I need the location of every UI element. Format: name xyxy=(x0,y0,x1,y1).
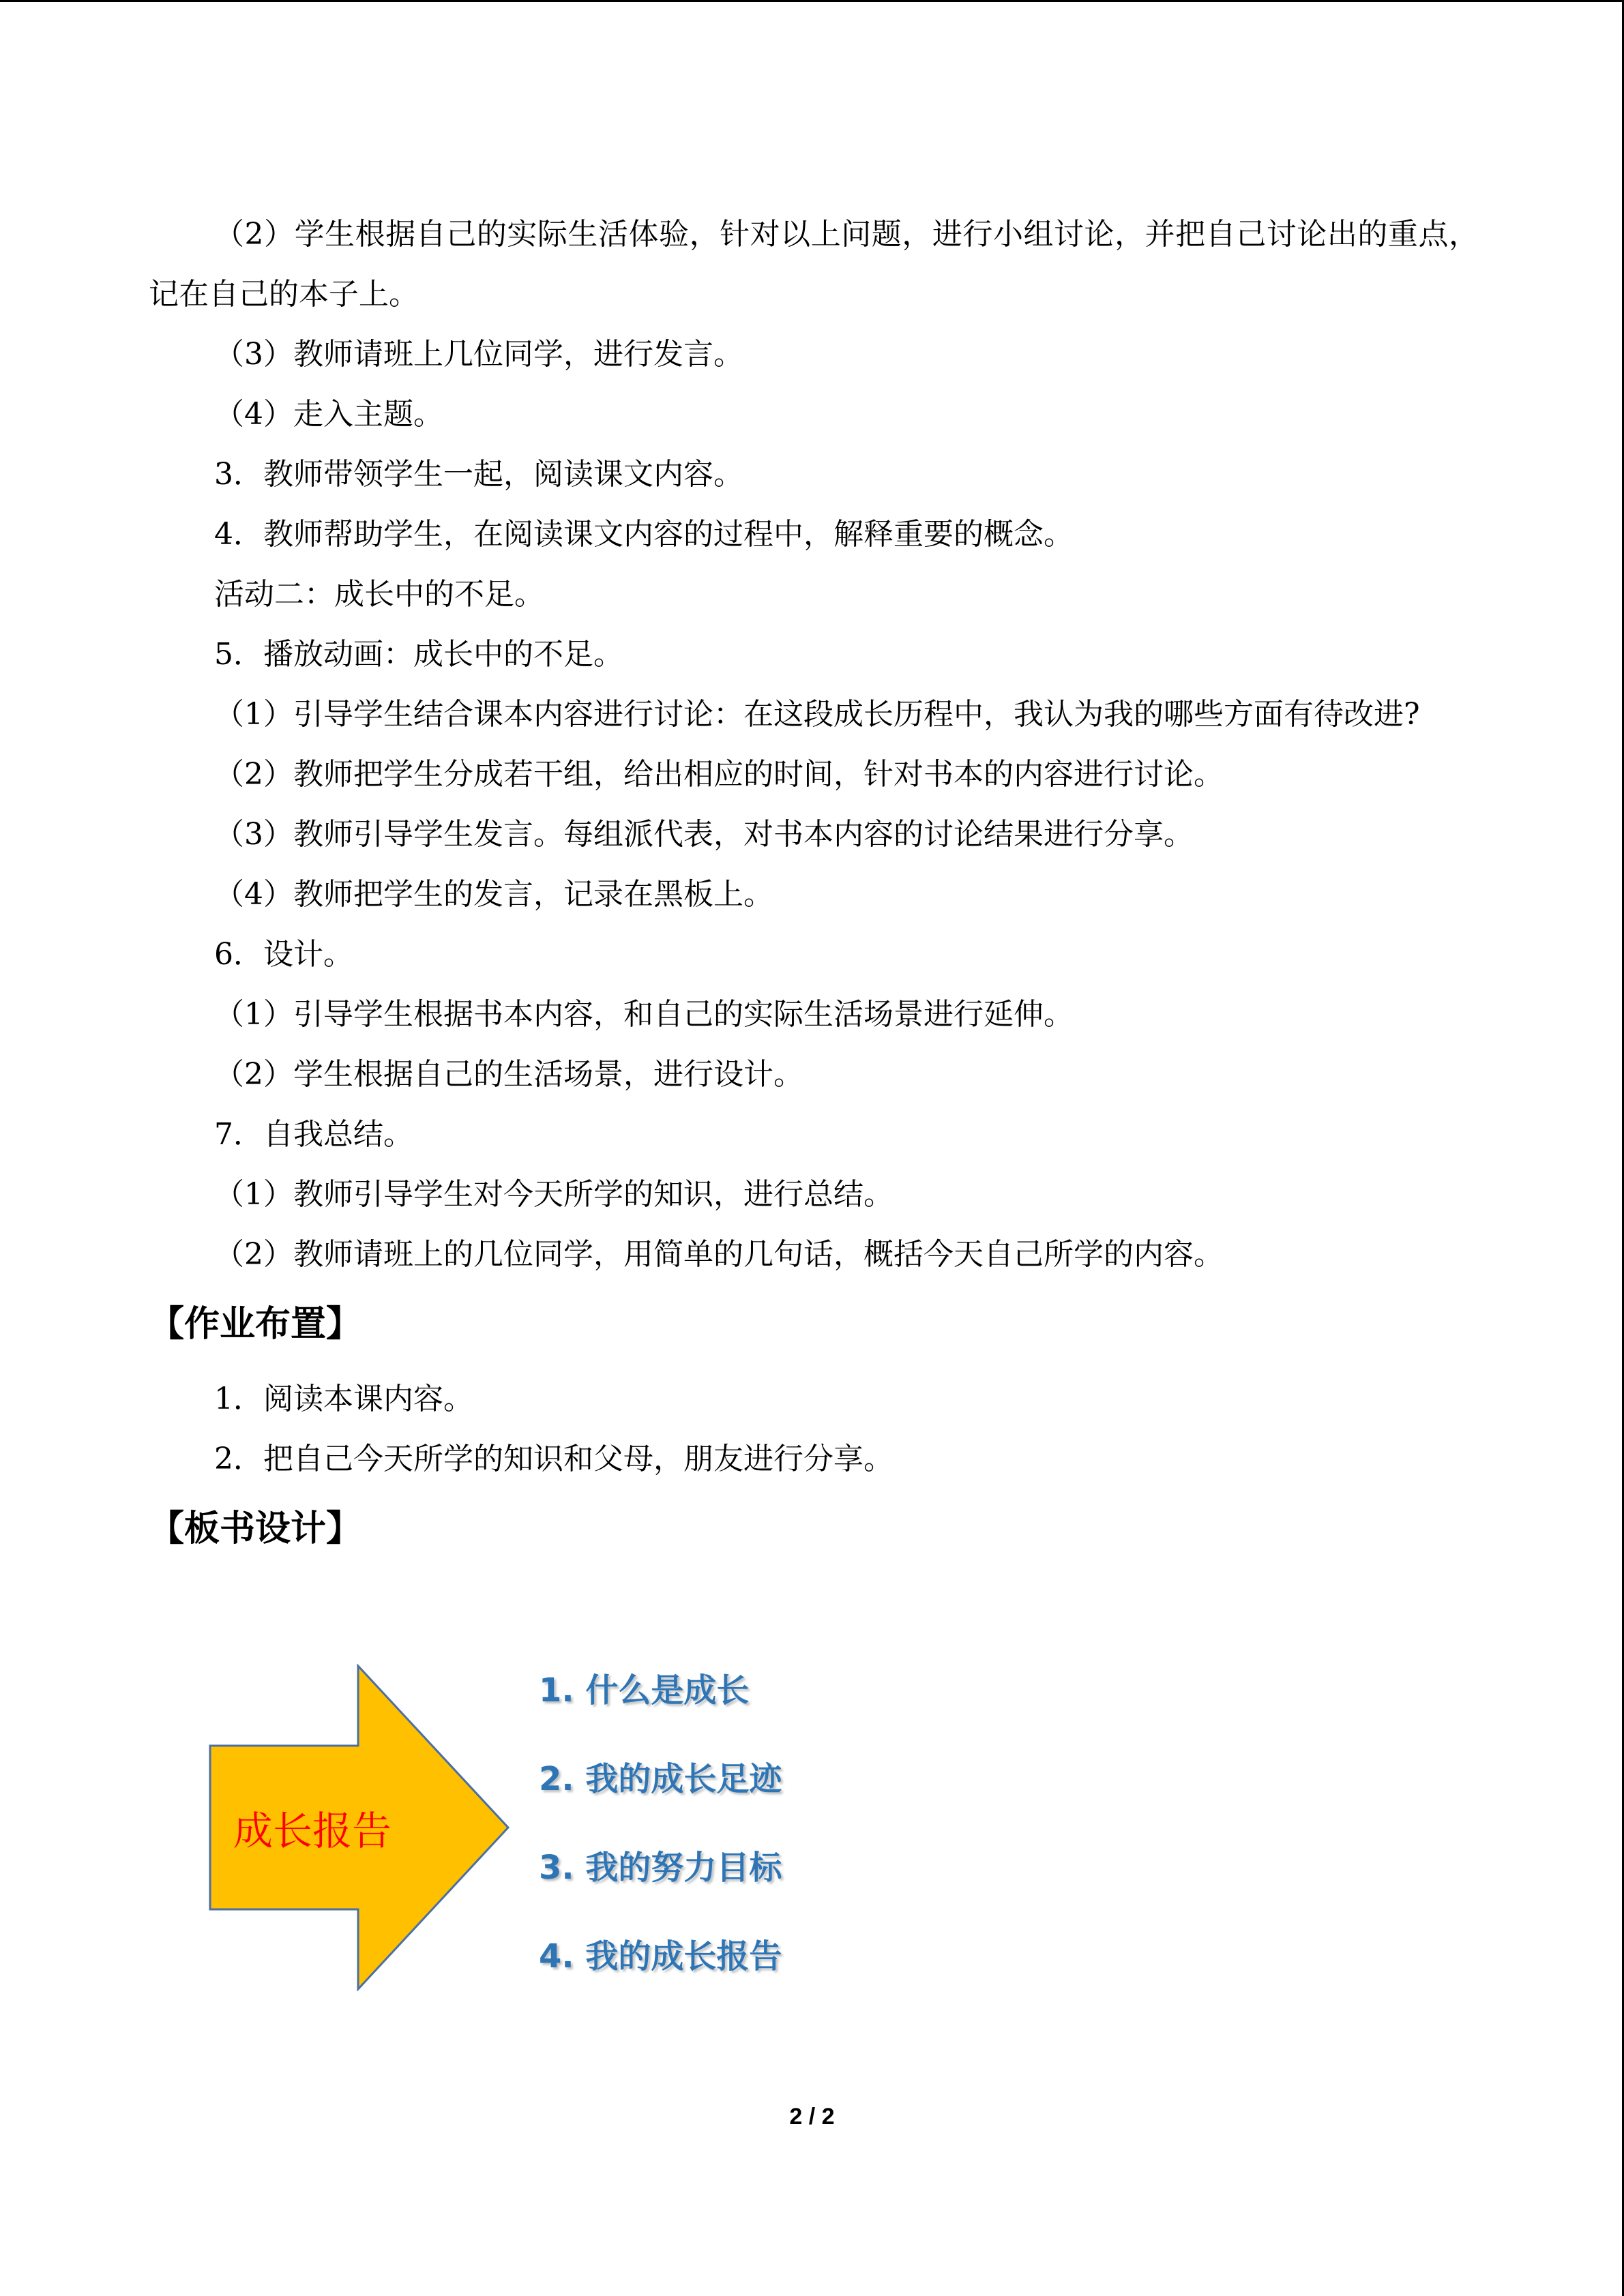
paragraph-line: （2）教师把学生分成若干组，给出相应的时间，针对书本的内容进行讨论。 xyxy=(214,757,1224,792)
homework-heading: 【作业布置】 xyxy=(149,1304,362,1345)
board-item: 4. 我的成长报告 xyxy=(539,1937,782,1976)
paragraph-line: （4）教师把学生的发言，记录在黑板上。 xyxy=(214,877,773,912)
board-design-heading: 【板书设计】 xyxy=(149,1508,362,1549)
homework-item: 1．阅读本课内容。 xyxy=(214,1382,473,1416)
paragraph-line: （2）教师请班上的几位同学，用简单的几句话，概括今天自己所学的内容。 xyxy=(214,1237,1224,1272)
paragraph-line: （3）教师引导学生发言。每组派代表，对书本内容的讨论结果进行分享。 xyxy=(214,817,1194,852)
top-border xyxy=(0,0,1624,2)
paragraph-discussion: （2）学生根据自己的实际生活体验，针对以上问题，进行小组讨论，并把自己讨论出的重点，记在自己的本子上。 xyxy=(149,217,1479,312)
arrow-label: 成长报告 xyxy=(233,1808,392,1854)
paragraph-line: 6．设计。 xyxy=(214,937,353,972)
paragraph-line: （1）引导学生根据书本内容，和自己的实际生活场景进行延伸。 xyxy=(214,997,1074,1032)
board-item: 2. 我的成长足迹 xyxy=(539,1760,782,1798)
activity-title: 活动二：成长中的不足。 xyxy=(214,577,544,612)
board-design-diagram xyxy=(205,1664,1091,1991)
paragraph-line: 4．教师帮助学生，在阅读课文内容的过程中，解释重要的概念。 xyxy=(214,517,1074,552)
paragraph-line: 5．播放动画：成长中的不足。 xyxy=(214,637,623,672)
paragraph-line: （1）教师引导学生对今天所学的知识，进行总结。 xyxy=(214,1177,894,1212)
paragraph-line: 7．自我总结。 xyxy=(214,1117,413,1152)
paragraph-line: （4）走入主题。 xyxy=(214,397,443,432)
paragraph-line: （2）学生根据自己的生活场景，进行设计。 xyxy=(214,1057,803,1092)
paragraph-discussion: （1）引导学生结合课本内容进行讨论：在这段成长历程中，我认为我的哪些方面有待改进? xyxy=(214,697,1420,732)
board-item: 3. 我的努力目标 xyxy=(539,1849,782,1887)
paragraph-line: （3）教师请班上几位同学，进行发言。 xyxy=(214,337,743,372)
paragraph-line: 3．教师带领学生一起，阅读课文内容。 xyxy=(214,457,743,492)
page-number: 2 / 2 xyxy=(789,2104,835,2130)
board-item: 1. 什么是成长 xyxy=(539,1671,750,1710)
document-body xyxy=(149,205,1479,1559)
homework-item: 2．把自己今天所学的知识和父母，朋友进行分享。 xyxy=(214,1442,894,1476)
